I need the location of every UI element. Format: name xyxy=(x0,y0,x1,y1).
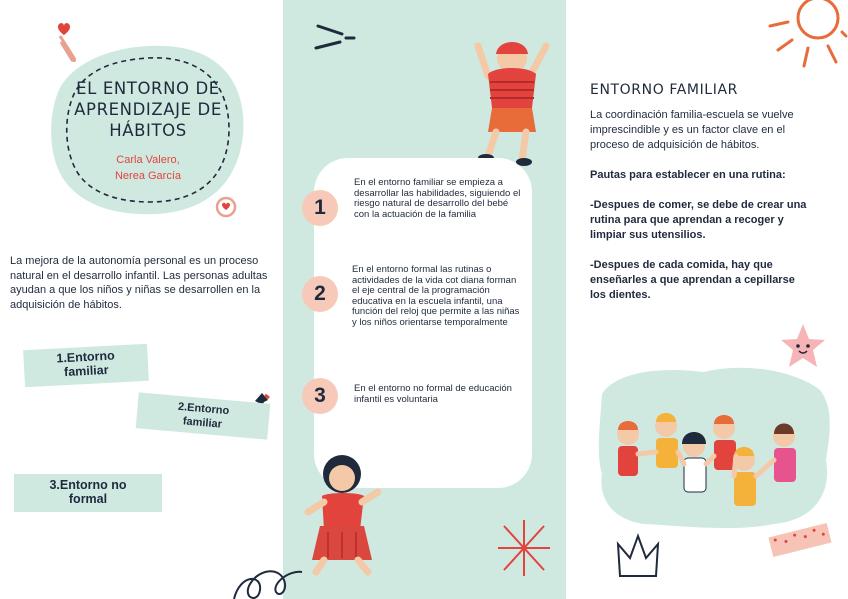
family-intro: La coordinación familia-escuela se vuelve imprescindible y es un factor clave en el proceso de adquisición de hábitos. xyxy=(590,109,794,151)
step-text-3: En el entorno no formal de educación infantil es voluntaria xyxy=(354,383,512,405)
guideline-1: -Despues de comer, se debe de crear una rutina para que aprendan a recoger y limpiar sus utensilios. xyxy=(590,199,807,241)
sparkle-icon xyxy=(496,518,552,578)
author-line: Nerea García xyxy=(114,170,182,182)
bunting-icon xyxy=(766,520,836,560)
step-number-1: 1 xyxy=(302,190,338,226)
section-title: ENTORNO FAMILIAR xyxy=(590,82,738,98)
family-body xyxy=(590,108,810,303)
children-playing-illustration xyxy=(594,364,834,532)
crown-doodle-icon xyxy=(614,530,662,582)
tape-label-3 xyxy=(14,474,162,512)
spacer xyxy=(590,243,810,258)
guideline-2: -Despues de cada comida, hay que enseñarles a que aprendan a cepillarse los dientes. xyxy=(590,259,795,301)
tape-line: formal xyxy=(68,492,108,506)
guidelines-title: Pautas para establecer en una rutina: xyxy=(590,169,786,181)
dash-marks-icon xyxy=(312,20,356,54)
sitting-girl-illustration xyxy=(298,452,388,576)
star-face-icon xyxy=(778,322,828,370)
step-text-2: En el entorno formal las rutinas o actividades de la vida cot diana forman el eje central de la programación educativa en la escuela infantil, una función del reloj que permite a las niñas y los niños orientarse temporalmente xyxy=(352,264,520,328)
author-line: Carla Valero, xyxy=(116,154,180,166)
authors xyxy=(60,152,236,184)
title-line: APRENDIZAJE DE xyxy=(74,100,222,119)
tape-line: 1.Entorno xyxy=(56,348,116,366)
title-line: HÁBITOS xyxy=(109,121,187,140)
intro-paragraph: La mejora de la autonomía personal es un proceso natural en el desarrollo infantil. Las personas adultas ayudan a que los niños y niñas se desarrollen en la adquisición de hábitos. xyxy=(10,255,268,311)
step-number-3: 3 xyxy=(302,378,338,414)
title-line: EL ENTORNO DE xyxy=(76,79,220,98)
heart-badge-icon xyxy=(215,196,237,218)
step-number-2: 2 xyxy=(302,276,338,312)
tape-line: familiar xyxy=(63,362,109,380)
tape-line: 3.Entorno no xyxy=(49,478,127,492)
jumping-boy-illustration xyxy=(466,36,558,166)
tape-line: 2.Entorno xyxy=(177,400,230,418)
page-title xyxy=(52,78,244,141)
spacer xyxy=(590,153,810,168)
step-text-1: En el entorno familiar se empieza a desarrollar las habilidades, siguiendo el riesgo natural de desarrollo del bebé con la actuación de la familia xyxy=(354,177,521,220)
tape-label-1 xyxy=(23,344,149,387)
tape-line: familiar xyxy=(182,415,223,431)
sun-icon xyxy=(758,0,848,76)
spacer xyxy=(590,183,810,198)
